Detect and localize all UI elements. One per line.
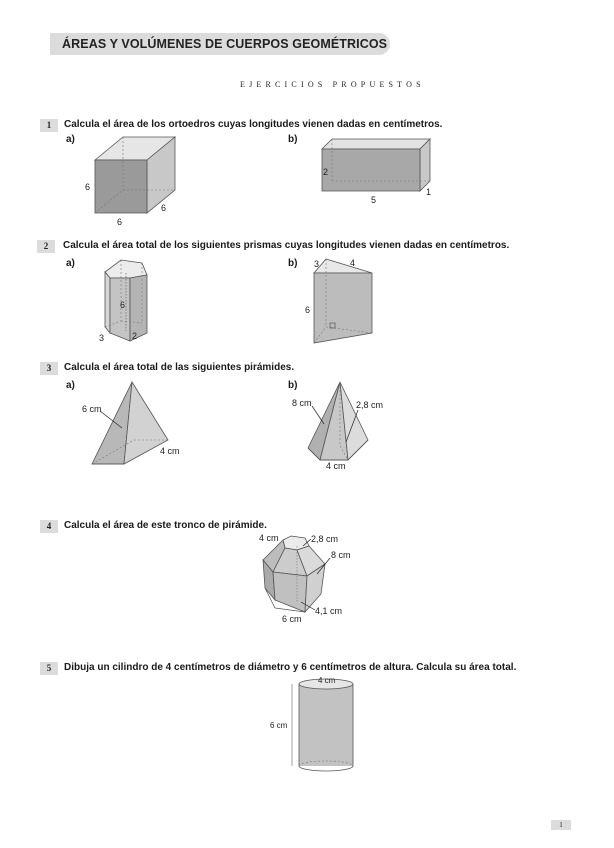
- exercise-text-5: Dibuja un cilindro de 4 centímetros de diámetro y 6 centímetros de altura. Calcula su área total.: [64, 662, 517, 673]
- dim-4-base-side: 6 cm: [282, 614, 302, 624]
- page-number: 1: [551, 820, 571, 830]
- square-pyramid-figure: [80, 378, 190, 468]
- dim-1b-height: 2: [323, 167, 329, 177]
- cylinder-figure: [268, 674, 363, 784]
- dim-3b-base-apothem: 2,8 cm: [356, 400, 384, 410]
- dim-1b-length: 5: [371, 195, 377, 205]
- exercise-text-4: Calcula el área de este tronco de pirámide.: [64, 520, 267, 531]
- dim-1a-width: 6: [117, 217, 123, 227]
- figure-label-1b: b): [288, 134, 298, 145]
- exercise-text-2: Calcula el área total de los siguientes prismas cuyas longitudes vienen dadas en centímetros.: [63, 240, 510, 251]
- dim-1b-depth: 1: [426, 187, 432, 197]
- dim-1a-height: 6: [85, 182, 91, 192]
- exercise-number-1: 1: [40, 119, 58, 132]
- figure-label-3a: a): [66, 380, 75, 391]
- cuboid-figure: [318, 133, 438, 213]
- dim-3b-base-side: 4 cm: [326, 461, 346, 471]
- section-subtitle: EJERCICIOS PROPUESTOS: [240, 80, 425, 89]
- title-banner: [50, 33, 390, 55]
- dim-4-slant: 8 cm: [331, 550, 351, 560]
- pentagonal-prism-figure: [95, 255, 165, 350]
- dim-2a-side: 3: [99, 333, 105, 343]
- page-title: ÁREAS Y VOLÚMENES DE CUERPOS GEOMÉTRICOS: [62, 37, 388, 51]
- dim-4-top-side: 4 cm: [259, 533, 279, 543]
- dim-4-top-apothem: 2,8 cm: [311, 534, 339, 544]
- exercise-number-5: 5: [40, 662, 58, 675]
- cube-figure: [85, 133, 185, 233]
- dim-5-diameter: 4 cm: [318, 676, 336, 685]
- dim-5-height: 6 cm: [270, 721, 288, 730]
- frustum-figure: [255, 532, 365, 627]
- dim-2b-height: 6: [305, 305, 311, 315]
- figure-label-3b: b): [288, 380, 298, 391]
- exercise-text-3: Calcula el área total de las siguientes pirámides.: [64, 362, 295, 373]
- hexagonal-pyramid-figure: [290, 378, 400, 473]
- dim-1a-depth: 6: [161, 203, 167, 213]
- dim-3a-base: 4 cm: [160, 446, 180, 456]
- figure-label-2b: b): [288, 258, 298, 269]
- dim-2a-height: 6: [120, 300, 126, 310]
- dim-2b-leg-b: 4: [350, 258, 356, 268]
- figure-label-1a: a): [66, 134, 75, 145]
- dim-3b-apothem: 8 cm: [292, 398, 312, 408]
- figure-label-2a: a): [66, 258, 75, 269]
- exercise-number-3: 3: [40, 362, 58, 375]
- dim-4-base-apothem: 4,1 cm: [315, 606, 343, 616]
- triangular-prism-figure: [300, 255, 380, 350]
- dim-2a-apothem: 2: [132, 331, 138, 341]
- exercise-number-4: 4: [40, 520, 58, 533]
- exercise-text-1: Calcula el área de los ortoedros cuyas longitudes vienen dadas en centímetros.: [64, 119, 443, 130]
- dim-2b-leg-a: 3: [314, 259, 320, 269]
- exercise-number-2: 2: [37, 240, 55, 253]
- dim-3a-apothem: 6 cm: [82, 404, 102, 414]
